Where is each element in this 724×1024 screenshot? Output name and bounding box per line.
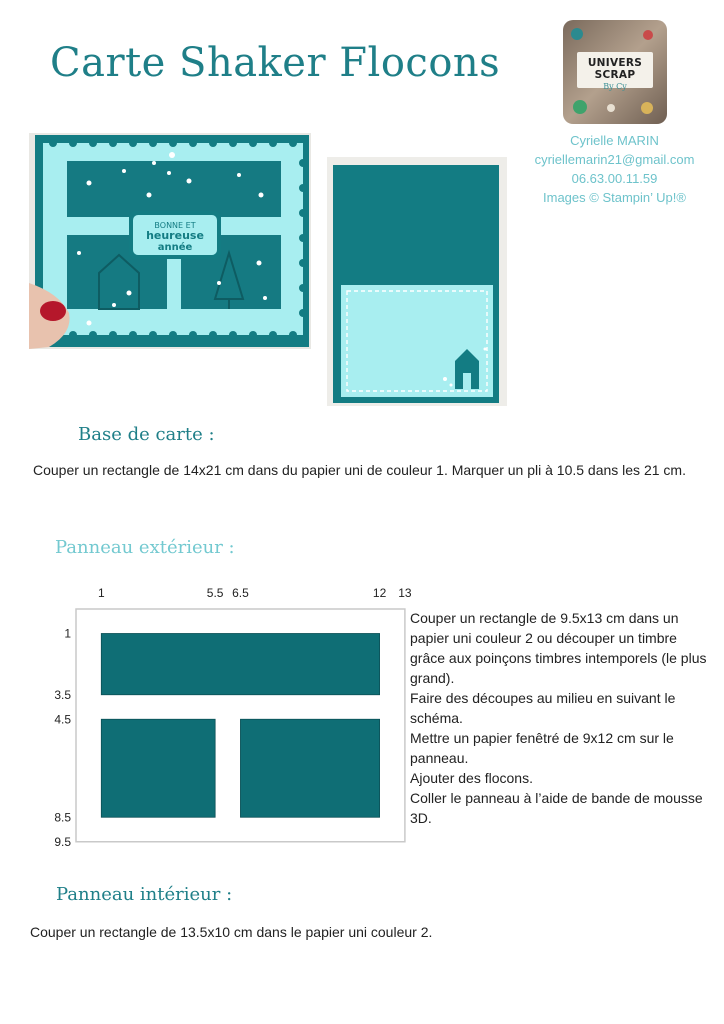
stamp-line2: heureuse <box>146 229 204 242</box>
page-title: Carte Shaker Flocons <box>50 40 501 86</box>
schema-window-2 <box>101 719 215 817</box>
exterior-step: Mettre un papier fenêtré de 9x12 cm sur le panneau. <box>410 730 674 766</box>
section-heading-exterior: Panneau extérieur : <box>55 537 235 558</box>
univers-scrap-logo <box>563 20 667 124</box>
stamp-line3: année <box>157 242 193 253</box>
schema-y-tick: 1 <box>64 626 71 641</box>
exterior-step: Couper un rectangle de 9.5x13 cm dans un papier uni couleur 2 ou découper un timbre grâce aux poinçons timbres intemporels (le plus grand). <box>410 610 707 686</box>
section-text-base: Couper un rectangle de 14x21 cm dans du papier uni de couleur 1. Marquer un pli à 10.5 dans les 21 cm. <box>33 462 686 478</box>
contact-credits: Images © Stampin’ Up!® <box>543 190 686 205</box>
schema-x-tick: 5.5 <box>206 586 224 600</box>
schema-y-tick: 4.5 <box>54 712 71 727</box>
card-front-illustration <box>29 133 311 349</box>
exterior-step: Faire des découpes au milieu en suivant le schéma. <box>410 690 676 726</box>
schema-window-3 <box>240 719 379 817</box>
panel-schema <box>40 580 412 849</box>
exterior-steps <box>410 608 710 828</box>
contact-email: cyriellemarin21@gmail.com <box>534 152 695 167</box>
contact-name: Cyrielle MARIN <box>570 133 659 148</box>
section-heading-interior: Panneau intérieur : <box>56 884 233 905</box>
panel-schema-svg <box>40 580 412 849</box>
exterior-step: Ajouter des flocons. <box>410 770 533 786</box>
card-front-photo <box>29 133 311 349</box>
schema-y-tick: 8.5 <box>54 810 71 825</box>
section-text-interior: Couper un rectangle de 13.5x10 cm dans le papier uni couleur 2. <box>30 924 433 940</box>
contact-block <box>512 131 717 207</box>
schema-window-1 <box>101 634 379 695</box>
schema-x-tick: 1 <box>97 586 105 600</box>
contact-phone: 06.63.00.11.59 <box>571 171 658 186</box>
logo-line2: By Cy <box>603 82 627 91</box>
schema-x-tick: 6.5 <box>232 586 249 600</box>
schema-x-tick: 12 <box>372 586 387 600</box>
schema-x-tick: 13 <box>398 586 412 600</box>
exterior-step: Coller le panneau à l’aide de bande de mousse 3D. <box>410 790 703 826</box>
logo-plate <box>577 52 653 91</box>
stamp-line1: BONNE ET <box>154 221 196 230</box>
section-heading-base: Base de carte : <box>78 424 215 445</box>
card-inside-photo <box>327 157 507 406</box>
schema-y-tick: 3.5 <box>54 687 71 702</box>
schema-y-tick: 9.5 <box>54 834 71 849</box>
logo-line1: UNIVERS SCRAP <box>587 57 643 81</box>
card-inside-illustration <box>327 157 507 406</box>
